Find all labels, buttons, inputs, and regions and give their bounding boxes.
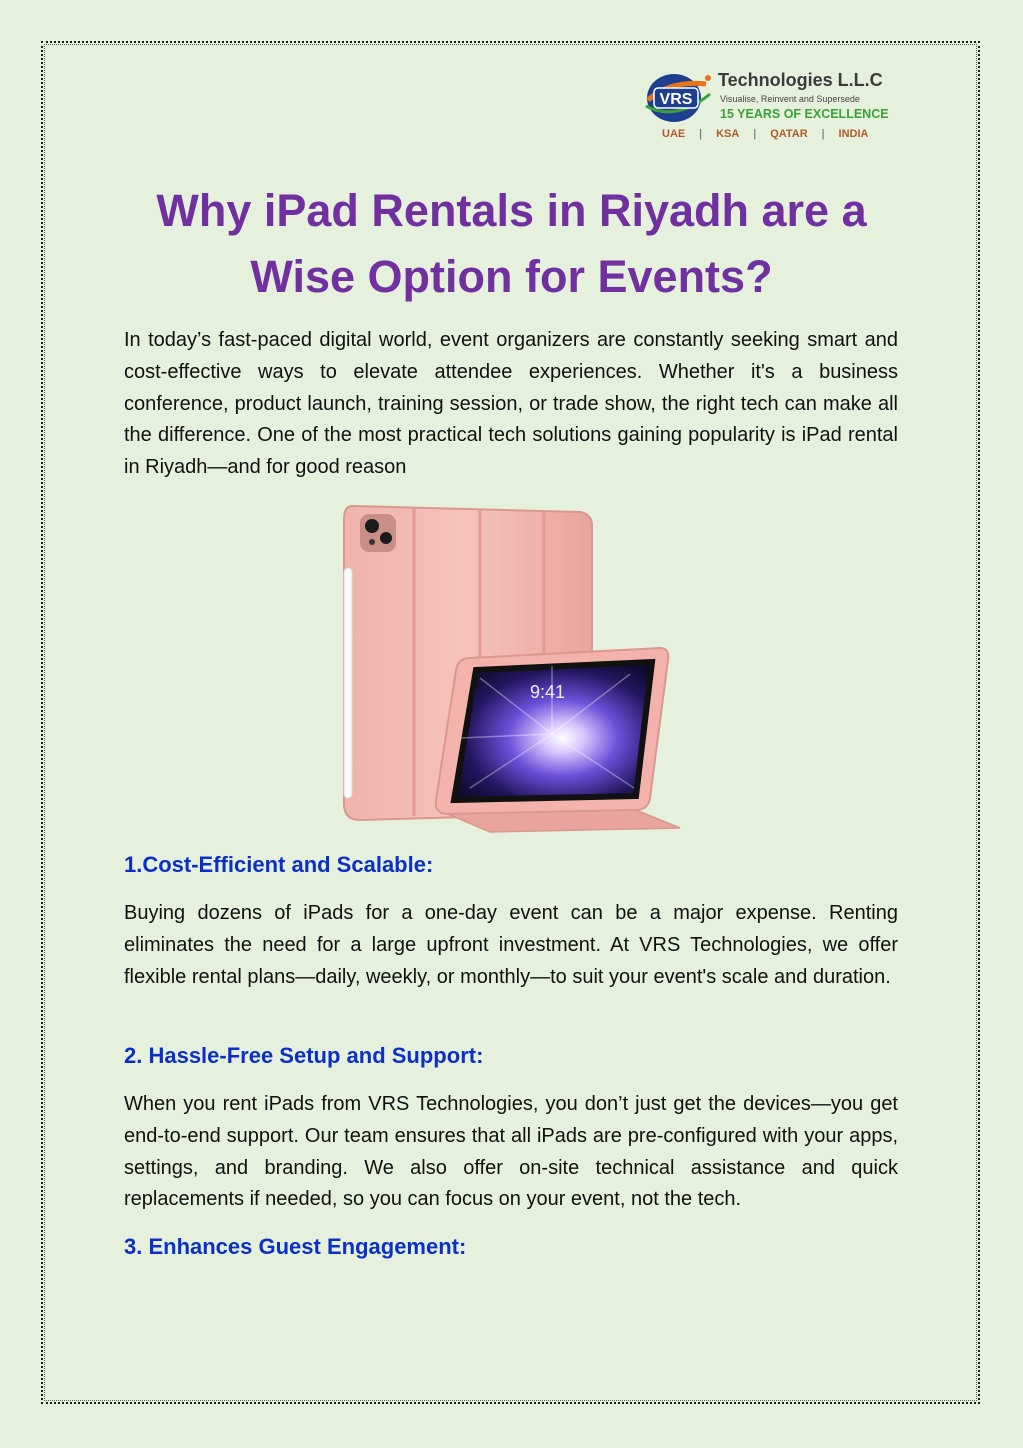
region-separator: |: [753, 128, 757, 140]
section-1-body: Buying dozens of iPads for a one-day event can be a major expense. Renting eliminates the need for a large upfront investment. At VRS Technologies, we offer flexible rental plans—daily, weekly, or monthly—to suit your event's scale and duration.: [124, 902, 898, 988]
section-2-body: When you rent iPads from VRS Technologies, you don’t just get the devices—you get end-to-end support. Our team ensures that all iPads are pre-configured with your apps, settings, and branding. We also offer on-site technical assistance and quick replacements if needed, so you can focus on your event, not the tech.: [124, 1093, 898, 1211]
ipad-product-image: [330, 498, 690, 838]
section-1-heading: 1.Cost-Efficient and Scalable:: [124, 852, 434, 877]
title-line-1: Why iPad Rentals in Riyadh are a: [156, 185, 867, 236]
section-2-heading: 2. Hassle-Free Setup and Support:: [124, 1043, 484, 1068]
logo-tagline: Visualise, Reinvent and Supersede: [720, 94, 860, 104]
title-line-2: Wise Option for Events?: [250, 251, 773, 302]
vrs-logo: [640, 68, 900, 148]
logo-years-badge: 15 YEARS OF EXCELLENCE: [720, 107, 889, 121]
intro-paragraph: In today’s fast-paced digital world, event organizers are constantly seeking smart and cost-effective ways to elevate attendee experiences. Whether it's a business conference, product launch, training session, or trade show, the right tech can make all the difference. One of the most practical tech solutions gaining popularity is iPad rental in Riyadh—and for good reason: [124, 329, 898, 479]
logo-company-name: Technologies L.L.C: [718, 70, 883, 90]
page-title: [120, 178, 903, 310]
region-qatar: QATAR: [770, 128, 808, 140]
ipad-screen-time: 9:41: [530, 682, 566, 702]
vrs-logo-mark: [640, 70, 716, 124]
region-uae: UAE: [662, 128, 686, 140]
region-india: INDIA: [838, 128, 869, 140]
logo-regions: [662, 128, 902, 140]
logo-mark-text: VRS: [659, 91, 693, 108]
region-ksa: KSA: [716, 128, 740, 140]
region-separator: |: [699, 128, 703, 140]
region-separator: |: [821, 128, 825, 140]
section-3-heading: 3. Enhances Guest Engagement:: [124, 1234, 467, 1259]
